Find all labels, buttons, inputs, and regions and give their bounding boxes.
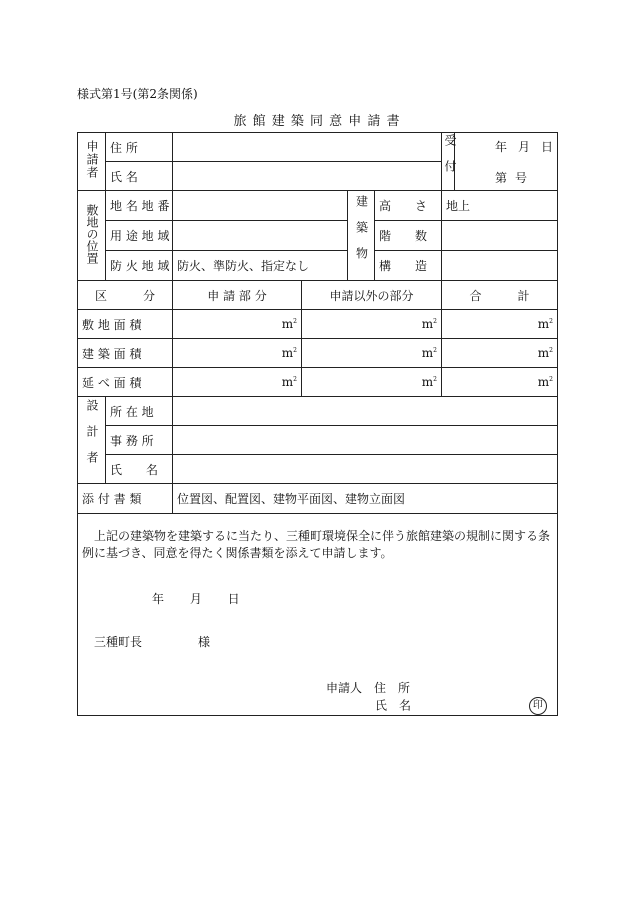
- designer-name-label: 氏 名: [106, 455, 173, 484]
- attachments-field[interactable]: 位置図、配置図、建物平面図、建物立面図: [173, 484, 558, 514]
- designer-location-label: 所 在 地: [106, 397, 173, 426]
- site-group-label: 敷地の位置: [78, 191, 106, 281]
- floor-area-label: 延 べ 面 積: [78, 368, 173, 397]
- addressee: [94, 633, 557, 650]
- applicant-name-field[interactable]: [173, 162, 442, 191]
- designer-name-field[interactable]: [173, 455, 558, 484]
- site-area-label: 敷 地 面 積: [78, 310, 173, 339]
- floor-area-total[interactable]: $m^2$: [442, 368, 558, 397]
- lot-label: 地 名 地 番: [106, 191, 173, 221]
- designer-location-field[interactable]: [173, 397, 558, 426]
- floors-field[interactable]: [442, 221, 558, 251]
- area-header-total: 合 計: [442, 281, 558, 310]
- structure-field[interactable]: [442, 251, 558, 281]
- receipt-go: 号: [514, 170, 527, 185]
- receipt-label: 受付: [442, 133, 455, 191]
- site-area-other[interactable]: $m^2$: [302, 310, 442, 339]
- use-zone-field[interactable]: [173, 221, 348, 251]
- page-title: 旅 館 建 築 同 意 申 請 書: [233, 114, 401, 129]
- floor-area-other[interactable]: $m^2$: [302, 368, 442, 397]
- seal-icon: 印: [529, 697, 547, 715]
- table-row: [78, 368, 558, 397]
- mayor-label: 三種町長: [94, 635, 143, 649]
- declaration-date: 年 月 日: [152, 592, 240, 606]
- area-header-other: 申請以外の部分: [302, 281, 442, 310]
- applicant-signature-block: [326, 680, 557, 715]
- receipt-box: [455, 133, 558, 191]
- building-area-label: 建 築 面 積: [78, 339, 173, 368]
- attachments-label: 添 付 書 類: [78, 484, 173, 514]
- site-area-total[interactable]: $m^2$: [442, 310, 558, 339]
- receipt-day: 日: [540, 139, 553, 154]
- declaration-text: 上記の建築物を建築するに当たり、三種町環境保全に伴う旅館建築の規制に関する条例に基づき、同意を得たく関係書類を添えて申請します。: [82, 529, 551, 560]
- applicant-address-line: 申請人 住 所: [326, 681, 411, 695]
- designer-office-label: 事 務 所: [106, 426, 173, 455]
- building-area-applied[interactable]: $m^2$: [173, 339, 302, 368]
- floor-area-applied[interactable]: $m^2$: [173, 368, 302, 397]
- sama-label: 様: [198, 635, 211, 649]
- area-header-category: 区 分: [78, 281, 173, 310]
- applicant-name-label: 氏 名: [106, 162, 173, 191]
- designer-office-field[interactable]: [173, 426, 558, 455]
- receipt-month: 月: [517, 139, 530, 154]
- applicant-address-label: 住 所: [106, 133, 173, 162]
- use-zone-label: 用 途 地 域: [106, 221, 173, 251]
- fire-zone-label: 防 火 地 域: [106, 251, 173, 281]
- floors-label: 階 数: [375, 221, 442, 251]
- applicant-group-label: 申請者: [78, 133, 106, 191]
- form-number: 様式第1号(第2条関係): [77, 87, 198, 101]
- receipt-year: 年: [495, 139, 508, 154]
- height-label: 高 さ: [375, 191, 442, 221]
- application-form-table: [77, 132, 558, 716]
- table-row: [78, 339, 558, 368]
- area-header-applied: 申 請 部 分: [173, 281, 302, 310]
- height-field[interactable]: 地上: [442, 191, 558, 221]
- structure-label: 構 造: [375, 251, 442, 281]
- lot-field[interactable]: [173, 191, 348, 221]
- site-area-applied[interactable]: $m^2$: [173, 310, 302, 339]
- building-area-total[interactable]: $m^2$: [442, 339, 558, 368]
- building-area-other[interactable]: $m^2$: [302, 339, 442, 368]
- applicant-name-line: 氏 名: [375, 698, 412, 713]
- table-row: [78, 310, 558, 339]
- designer-group-label: 設計者: [78, 397, 106, 484]
- declaration-box: [78, 514, 558, 716]
- building-group-label: 建築物: [348, 191, 375, 281]
- receipt-dai: 第: [495, 170, 508, 185]
- applicant-address-field[interactable]: [173, 133, 442, 162]
- fire-zone-field[interactable]: 防火、準防火、指定なし: [173, 251, 348, 281]
